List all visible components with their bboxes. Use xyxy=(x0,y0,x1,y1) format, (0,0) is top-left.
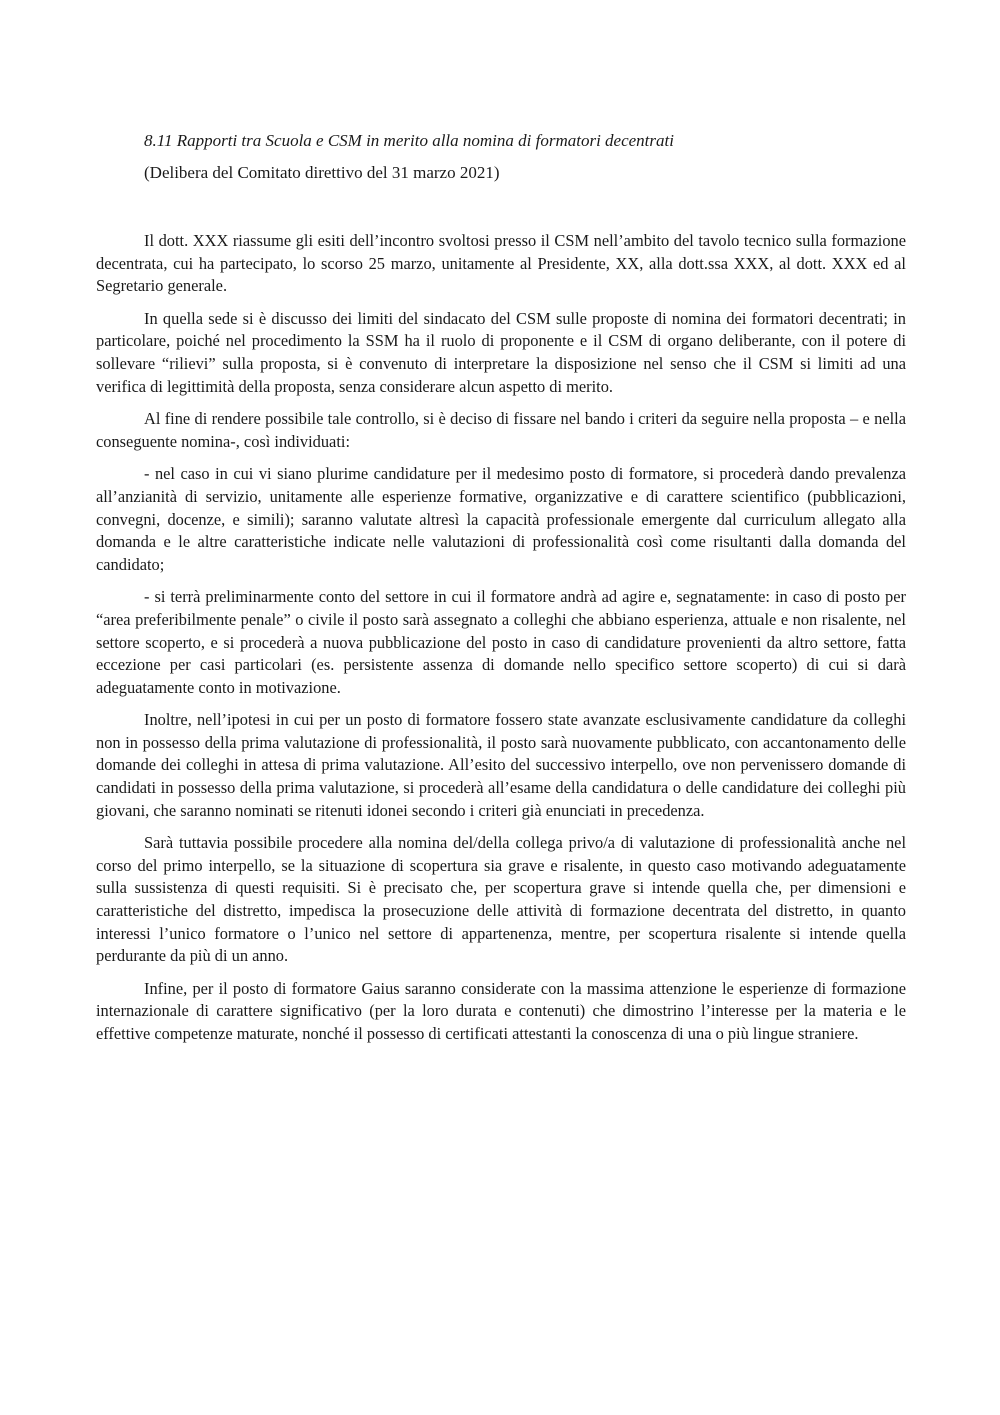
paragraph: Infine, per il posto di formatore Gaius saranno considerate con la massima attenzione le esperienze di formazione internazionale di carattere significativo (per la loro durata e contenuti) che dimostrino l’interesse per la materia e le effettive competenze maturate, nonché il possesso di certificati attestanti la conoscenza di una o più lingue straniere. xyxy=(96,978,906,1043)
document-body xyxy=(96,230,906,1056)
paragraph: Il dott. XXX riassume gli esiti dell’incontro svoltosi presso il CSM nell’ambito del tavolo tecnico sulla formazione decentrata, cui ha partecipato, lo scorso 25 marzo, unitamente al Presidente, XX, alla dott.ssa XXX, al dott. XXX ed al Segretario generale. xyxy=(96,231,906,296)
paragraph: - si terrà preliminarmente conto del settore in cui il formatore andrà ad agire e, segnatamente: in caso di posto per “area preferibilmente penale” o civile il posto sarà assegnato a colleghi che abbiano esperienza, attuale e non risalente, nel settore scoperto, e si procederà a nuova pubblicazione del posto in caso di candidature provenienti da altro settore, fatta eccezione per casi particolari (es. persistente assenza di domande nello specifico settore scoperto) di cui si darà adeguatamente conto in motivazione. xyxy=(96,587,906,697)
paragraph: In quella sede si è discusso dei limiti del sindacato del CSM sulle proposte di nomina dei formatori decentrati; in particolare, poiché nel procedimento la SSM ha il ruolo di proponente e il CSM di organo deliberante, con il potere di sollevare “rilievi” sulla proposta, si è convenuto di interpretare la disposizione nel senso che il CSM si limiti ad una verifica di legittimità della proposta, senza considerare alcun aspetto di merito. xyxy=(96,308,906,396)
section-title: 8.11 Rapporti tra Scuola e CSM in merito alla nomina di formatori decentrati xyxy=(144,131,674,150)
section-subtitle: (Delibera del Comitato direttivo del 31 marzo 2021) xyxy=(144,163,500,182)
paragraph: Al fine di rendere possibile tale controllo, si è deciso di fissare nel bando i criteri da seguire nella proposta – e nella conseguente nomina-, così individuati: xyxy=(96,409,906,451)
paragraph: Sarà tuttavia possibile procedere alla nomina del/della collega privo/a di valutazione di professionalità anche nel corso del primo interpello, se la situazione di scopertura sia grave e risalente, in questo caso motivando adeguatamente sulla sussistenza di questi requisiti. Si è precisato che, per scopertura grave si intende quella che, per dimensioni e caratteristiche del distretto, impedisca la prosecuzione delle attività di formazione decentrata del distretto, in quanto interessi l’unico formatore o l’unico nel settore di appartenenza, mentre, per scopertura risalente si intende quella perdurante da più di un anno. xyxy=(96,833,906,966)
paragraph: - nel caso in cui vi siano plurime candidature per il medesimo posto di formatore, si procederà dando prevalenza all’anzianità di servizio, unitamente alle esperienze formative, organizzative e di carattere scientifico (pubblicazioni, convegni, docenze, e simili); saranno valutate altresì la capacità professionale emergente dal curriculum allegato alla domanda e le altre caratteristiche indicate nelle valutazioni di professionalità così come risultanti dalla domanda del candidato; xyxy=(96,464,906,574)
paragraph: Inoltre, nell’ipotesi in cui per un posto di formatore fossero state avanzate esclusivamente candidature da colleghi non in possesso della prima valutazione di professionalità, il posto sarà nuovamente pubblicato, con accantonamento delle domande dei colleghi in attesa di prima valutazione. All’esito del successivo interpello, ove non pervenissero domande di candidati in possesso della prima valutazione, si procederà all’esame della candidatura o delle candidature dei colleghi più giovani, che saranno nominati se ritenuti idonei secondo i criteri già enunciati in precedenza. xyxy=(96,710,906,820)
